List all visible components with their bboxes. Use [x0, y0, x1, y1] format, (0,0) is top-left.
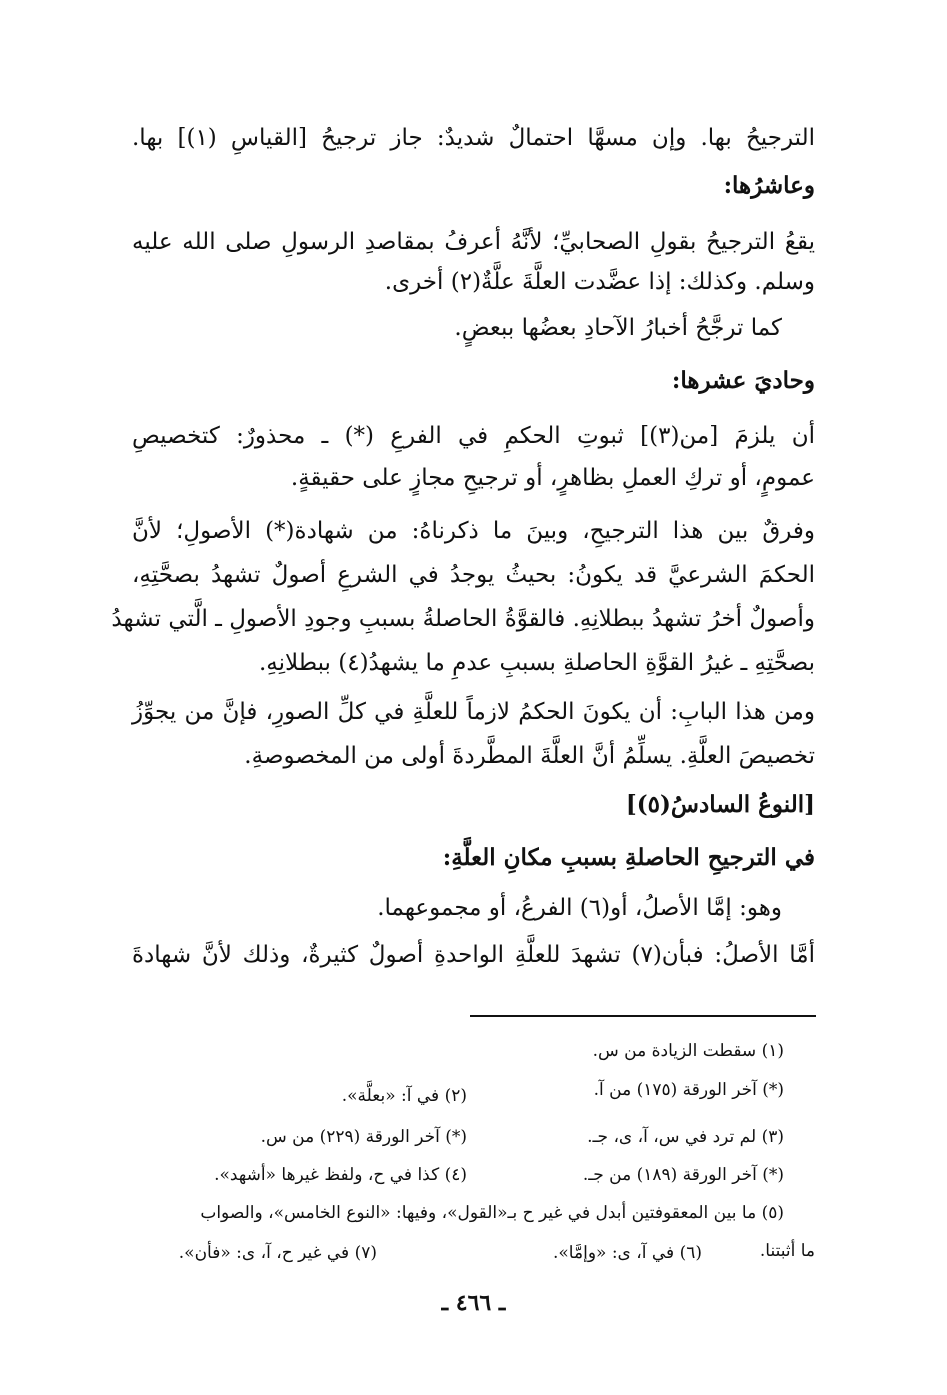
text-line: تخصيصَ العلَّةِ. يسلِّمُ أنَّ العلَّةَ المطَّردةَ أولى من المخصوصةِ.	[244, 743, 815, 769]
footnote: ما أثبتنا.	[759, 1241, 815, 1261]
text-line: وأصولٌ أخرُ تشهدُ ببطلانِهِ. فالقوَّةُ الحاصلةُ بسببِ وجودِ الأصولِ ـ الَّتي تشهدُ	[111, 606, 815, 632]
text-line: وسلم. وكذلك: إذا عضَّدت العلَّةَ علَّةٌ(٢) أخرى.	[384, 269, 815, 295]
section-heading: في الترجيحِ الحاصلةِ بسببِ مكانِ العلَّةِ:	[442, 844, 815, 871]
text-line: يقعُ الترجيحُ بقولِ الصحابيِّ؛ لأنَّهُ أعرفُ بمقاصدِ الرسولِ صلى الله عليه	[132, 229, 815, 255]
section-heading: وحاديَ عشرها:	[671, 367, 815, 394]
footnote: (*) آخر الورقة (١٨٩) من جـ.	[582, 1165, 784, 1185]
text-line: الترجيحُ بها. وإن مسهَّا احتمالٌ شديدٌ: جاز ترجيحُ [القياسِ (١)] بها.	[132, 125, 815, 151]
text-line: عمومٍ، أو تركِ العملِ بظاهرٍ، أو ترجيحِ مجازٍ على حقيقةٍ.	[290, 465, 815, 491]
footnote: (٦) في آ، ى: «وإمَّا».	[553, 1243, 702, 1263]
text-line: ومن هذا البابِ: أن يكونَ الحكمُ لازماً للعلَّةِ في كلِّ الصورِ، فإنَّ من يجوِّزُ	[132, 699, 815, 725]
text-line: أمَّا الأصلُ: فبأن(٧) تشهدَ للعلَّةِ الواحدةِ أصولٌ كثيرةٌ، وذلك لأنَّ شهادةَ	[132, 942, 815, 968]
footnote-divider	[470, 1015, 816, 1017]
section-heading: [النوعُ السادسُ(٥)]	[625, 791, 815, 818]
footnote: (٣) لم ترد في س، آ، ى، جـ.	[587, 1127, 784, 1147]
text-line: وفرقٌ بين هذا الترجيحِ، وبينَ ما ذكرناهُ: من شهادة(*) الأصولِ؛ لأنَّ	[132, 518, 815, 544]
section-heading: وعاشرُها:	[723, 172, 815, 199]
footnote: (*) آخر الورقة (١٧٥) من آ.	[593, 1080, 784, 1100]
footnote: (*) آخر الورقة (٢٢٩) من س.	[260, 1127, 467, 1147]
footnote: (٢) في آ: «بعلَّة».	[341, 1086, 467, 1106]
footnote: (١) سقطت الزيادة من س.	[592, 1041, 784, 1061]
text-line: بصحَّتِهِ ـ غيرُ القوَّةِ الحاصلةِ بسببِ عدمِ ما يشهدُ(٤) ببطلانِهِ.	[258, 650, 815, 676]
footnote: (٧) في غير ح، آ، ى: «فأن».	[178, 1243, 377, 1263]
footnote: (٥) ما بين المعقوفتين أبدل في غير ح بـ«القول»، وفيها: «النوع الخامس»، والصواب	[200, 1203, 784, 1223]
page-number: ـ ٤٦٦ ـ	[441, 1290, 506, 1316]
text-line: كما ترجَّحُ أخبارُ الآحادِ بعضُها ببعضٍ.	[454, 315, 782, 341]
text-line: وهو: إمَّا الأصلُ، أو(٦) الفرعُ، أو مجموعهما.	[377, 895, 782, 921]
text-line: الحكمَ الشرعيَّ قد يكونُ: بحيثُ يوجدُ في الشرعِ أصولٌ تشهدُ بصحَّتِهِ،	[132, 562, 815, 588]
footnote: (٤) كذا في ح، ولفظ غيرها «أشهد».	[214, 1165, 467, 1185]
text-line: أن يلزمَ [من(٣)] ثبوتِ الحكمِ في الفرعِ (*) ـ محذورٌ: كتخصيصِ	[132, 423, 815, 449]
